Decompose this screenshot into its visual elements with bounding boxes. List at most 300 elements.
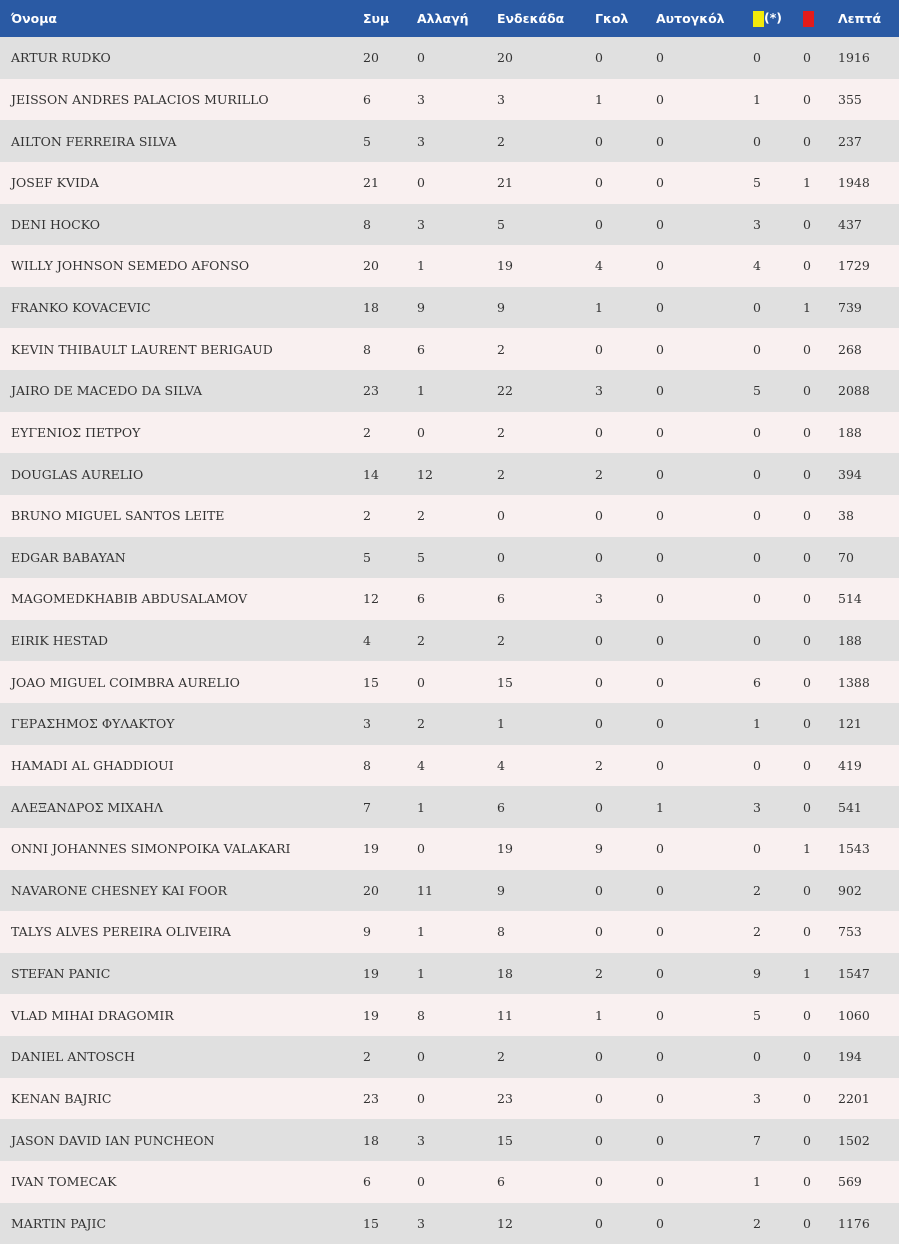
cell-player-name: JOSEF KVIDA bbox=[0, 162, 363, 204]
cell-player-name: AILTON FERREIRA SILVA bbox=[0, 120, 363, 162]
table-row bbox=[0, 620, 899, 662]
cell-player-name: BRUNO MIGUEL SANTOS LEITE bbox=[0, 495, 363, 537]
cell-appearances: 2 bbox=[363, 412, 417, 454]
yellow-card-suffix: (*) bbox=[764, 10, 782, 25]
cell-player-name: DANIEL ANTOSCH bbox=[0, 1036, 363, 1078]
cell-own-goals: 0 bbox=[656, 370, 753, 412]
table-row bbox=[0, 745, 899, 787]
cell-red-cards: 1 bbox=[803, 828, 838, 870]
cell-starting-appearances: 4 bbox=[497, 745, 595, 787]
cell-goals: 0 bbox=[595, 495, 656, 537]
cell-player-name: DOUGLAS AURELIO bbox=[0, 453, 363, 495]
cell-appearances: 6 bbox=[363, 79, 417, 121]
cell-goals: 0 bbox=[595, 204, 656, 246]
cell-player-name: WILLY JOHNSON SEMEDO AFONSO bbox=[0, 245, 363, 287]
table-row bbox=[0, 204, 899, 246]
table-row bbox=[0, 1161, 899, 1203]
cell-substitute-appearances: 1 bbox=[417, 911, 497, 953]
cell-own-goals: 1 bbox=[656, 786, 753, 828]
cell-substitute-appearances: 2 bbox=[417, 495, 497, 537]
cell-own-goals: 0 bbox=[656, 1119, 753, 1161]
cell-goals: 0 bbox=[595, 1119, 656, 1161]
cell-red-cards: 0 bbox=[803, 1078, 838, 1120]
cell-yellow-cards: 0 bbox=[753, 537, 803, 579]
column-header-red-cards[interactable] bbox=[803, 0, 838, 37]
table-row bbox=[0, 537, 899, 579]
cell-yellow-cards: 0 bbox=[753, 37, 803, 79]
cell-own-goals: 0 bbox=[656, 328, 753, 370]
cell-red-cards: 0 bbox=[803, 245, 838, 287]
cell-minutes: 394 bbox=[838, 453, 899, 495]
cell-own-goals: 0 bbox=[656, 620, 753, 662]
cell-goals: 2 bbox=[595, 453, 656, 495]
cell-minutes: 437 bbox=[838, 204, 899, 246]
cell-minutes: 1729 bbox=[838, 245, 899, 287]
table-row bbox=[0, 120, 899, 162]
cell-appearances: 19 bbox=[363, 994, 417, 1036]
cell-appearances: 20 bbox=[363, 870, 417, 912]
table-row bbox=[0, 578, 899, 620]
cell-substitute-appearances: 4 bbox=[417, 745, 497, 787]
cell-yellow-cards: 3 bbox=[753, 1078, 803, 1120]
cell-substitute-appearances: 5 bbox=[417, 537, 497, 579]
cell-minutes: 1543 bbox=[838, 828, 899, 870]
cell-goals: 0 bbox=[595, 703, 656, 745]
cell-player-name: JASON DAVID IAN PUNCHEON bbox=[0, 1119, 363, 1161]
cell-yellow-cards: 1 bbox=[753, 1161, 803, 1203]
cell-substitute-appearances: 3 bbox=[417, 1203, 497, 1244]
cell-yellow-cards: 0 bbox=[753, 1036, 803, 1078]
cell-substitute-appearances: 2 bbox=[417, 703, 497, 745]
cell-red-cards: 0 bbox=[803, 578, 838, 620]
cell-yellow-cards: 4 bbox=[753, 245, 803, 287]
cell-substitute-appearances: 3 bbox=[417, 79, 497, 121]
cell-red-cards: 0 bbox=[803, 328, 838, 370]
cell-player-name: KEVIN THIBAULT LAURENT BERIGAUD bbox=[0, 328, 363, 370]
cell-starting-appearances: 22 bbox=[497, 370, 595, 412]
cell-goals: 3 bbox=[595, 578, 656, 620]
cell-red-cards: 0 bbox=[803, 453, 838, 495]
cell-goals: 1 bbox=[595, 79, 656, 121]
cell-yellow-cards: 6 bbox=[753, 661, 803, 703]
cell-goals: 3 bbox=[595, 370, 656, 412]
cell-minutes: 188 bbox=[838, 620, 899, 662]
cell-appearances: 20 bbox=[363, 37, 417, 79]
cell-yellow-cards: 5 bbox=[753, 370, 803, 412]
column-header-yellow-cards[interactable] bbox=[753, 0, 803, 37]
table-row bbox=[0, 953, 899, 995]
cell-player-name: STEFAN PANIC bbox=[0, 953, 363, 995]
cell-goals: 0 bbox=[595, 1036, 656, 1078]
cell-own-goals: 0 bbox=[656, 537, 753, 579]
cell-starting-appearances: 15 bbox=[497, 661, 595, 703]
table-row bbox=[0, 79, 899, 121]
table-header-row bbox=[0, 0, 899, 37]
cell-appearances: 8 bbox=[363, 745, 417, 787]
cell-substitute-appearances: 1 bbox=[417, 370, 497, 412]
cell-starting-appearances: 11 bbox=[497, 994, 595, 1036]
column-header-substitute[interactable]: Αλλαγή bbox=[417, 0, 497, 37]
column-header-appearances[interactable]: Συμ bbox=[363, 0, 417, 37]
cell-yellow-cards: 5 bbox=[753, 994, 803, 1036]
cell-player-name: ΑΛΕΞΑΝΔΡΟΣ ΜΙΧΑΗΛ bbox=[0, 786, 363, 828]
cell-minutes: 355 bbox=[838, 79, 899, 121]
cell-red-cards: 0 bbox=[803, 661, 838, 703]
cell-yellow-cards: 3 bbox=[753, 786, 803, 828]
cell-own-goals: 0 bbox=[656, 911, 753, 953]
cell-substitute-appearances: 8 bbox=[417, 994, 497, 1036]
cell-player-name: MARTIN PAJIC bbox=[0, 1203, 363, 1244]
cell-own-goals: 0 bbox=[656, 1203, 753, 1244]
cell-yellow-cards: 0 bbox=[753, 620, 803, 662]
cell-player-name: HAMADI AL GHADDIOUI bbox=[0, 745, 363, 787]
cell-red-cards: 0 bbox=[803, 994, 838, 1036]
cell-substitute-appearances: 2 bbox=[417, 620, 497, 662]
cell-goals: 0 bbox=[595, 1161, 656, 1203]
table-row bbox=[0, 287, 899, 329]
cell-substitute-appearances: 0 bbox=[417, 1036, 497, 1078]
cell-substitute-appearances: 1 bbox=[417, 786, 497, 828]
cell-own-goals: 0 bbox=[656, 412, 753, 454]
cell-appearances: 23 bbox=[363, 370, 417, 412]
cell-minutes: 1916 bbox=[838, 37, 899, 79]
cell-red-cards: 0 bbox=[803, 370, 838, 412]
cell-red-cards: 0 bbox=[803, 911, 838, 953]
cell-player-name: ΕΥΓΕΝΙΟΣ ΠΕΤΡΟΥ bbox=[0, 412, 363, 454]
cell-yellow-cards: 0 bbox=[753, 120, 803, 162]
cell-own-goals: 0 bbox=[656, 661, 753, 703]
column-header-own-goals[interactable]: Αυτογκόλ bbox=[656, 0, 753, 37]
cell-appearances: 6 bbox=[363, 1161, 417, 1203]
cell-yellow-cards: 0 bbox=[753, 453, 803, 495]
cell-minutes: 70 bbox=[838, 537, 899, 579]
cell-red-cards: 0 bbox=[803, 79, 838, 121]
cell-starting-appearances: 18 bbox=[497, 953, 595, 995]
cell-minutes: 2201 bbox=[838, 1078, 899, 1120]
cell-yellow-cards: 0 bbox=[753, 412, 803, 454]
cell-appearances: 2 bbox=[363, 495, 417, 537]
cell-starting-appearances: 2 bbox=[497, 453, 595, 495]
cell-starting-appearances: 23 bbox=[497, 1078, 595, 1120]
cell-substitute-appearances: 9 bbox=[417, 287, 497, 329]
cell-player-name: VLAD MIHAI DRAGOMIR bbox=[0, 994, 363, 1036]
table-row bbox=[0, 162, 899, 204]
cell-minutes: 739 bbox=[838, 287, 899, 329]
table-row bbox=[0, 870, 899, 912]
cell-starting-appearances: 12 bbox=[497, 1203, 595, 1244]
table-row bbox=[0, 37, 899, 79]
cell-starting-appearances: 2 bbox=[497, 120, 595, 162]
table-row bbox=[0, 661, 899, 703]
cell-substitute-appearances: 0 bbox=[417, 412, 497, 454]
cell-starting-appearances: 2 bbox=[497, 412, 595, 454]
cell-minutes: 188 bbox=[838, 412, 899, 454]
table-row bbox=[0, 1203, 899, 1244]
table-row bbox=[0, 245, 899, 287]
table-row bbox=[0, 412, 899, 454]
cell-starting-appearances: 2 bbox=[497, 328, 595, 370]
cell-appearances: 23 bbox=[363, 1078, 417, 1120]
cell-goals: 1 bbox=[595, 287, 656, 329]
cell-yellow-cards: 0 bbox=[753, 328, 803, 370]
cell-own-goals: 0 bbox=[656, 745, 753, 787]
cell-appearances: 9 bbox=[363, 911, 417, 953]
cell-appearances: 3 bbox=[363, 703, 417, 745]
cell-substitute-appearances: 0 bbox=[417, 1078, 497, 1120]
cell-substitute-appearances: 1 bbox=[417, 953, 497, 995]
cell-minutes: 268 bbox=[838, 328, 899, 370]
cell-red-cards: 0 bbox=[803, 1119, 838, 1161]
cell-yellow-cards: 0 bbox=[753, 495, 803, 537]
cell-red-cards: 0 bbox=[803, 1036, 838, 1078]
cell-red-cards: 0 bbox=[803, 703, 838, 745]
cell-own-goals: 0 bbox=[656, 453, 753, 495]
column-header-minutes[interactable]: Λεπτά bbox=[838, 0, 899, 37]
cell-substitute-appearances: 3 bbox=[417, 204, 497, 246]
cell-minutes: 1547 bbox=[838, 953, 899, 995]
table-row bbox=[0, 453, 899, 495]
column-header-name[interactable]: Όνομα bbox=[0, 0, 363, 37]
table-row bbox=[0, 828, 899, 870]
table-row bbox=[0, 370, 899, 412]
cell-red-cards: 0 bbox=[803, 745, 838, 787]
cell-goals: 1 bbox=[595, 994, 656, 1036]
cell-goals: 0 bbox=[595, 911, 656, 953]
cell-goals: 2 bbox=[595, 745, 656, 787]
cell-red-cards: 0 bbox=[803, 412, 838, 454]
cell-yellow-cards: 0 bbox=[753, 828, 803, 870]
cell-own-goals: 0 bbox=[656, 1036, 753, 1078]
cell-own-goals: 0 bbox=[656, 578, 753, 620]
column-header-starts[interactable]: Ενδεκάδα bbox=[497, 0, 595, 37]
cell-starting-appearances: 6 bbox=[497, 786, 595, 828]
cell-player-name: MAGOMEDKHABIB ABDUSALAMOV bbox=[0, 578, 363, 620]
cell-minutes: 1388 bbox=[838, 661, 899, 703]
cell-starting-appearances: 2 bbox=[497, 1036, 595, 1078]
cell-yellow-cards: 9 bbox=[753, 953, 803, 995]
cell-substitute-appearances: 0 bbox=[417, 1161, 497, 1203]
cell-goals: 9 bbox=[595, 828, 656, 870]
cell-own-goals: 0 bbox=[656, 828, 753, 870]
cell-player-name: IVAN TOMECAK bbox=[0, 1161, 363, 1203]
cell-player-name: ΓΕΡΑΣΗΜΟΣ ΦΥΛΑΚΤΟΥ bbox=[0, 703, 363, 745]
cell-starting-appearances: 0 bbox=[497, 495, 595, 537]
cell-own-goals: 0 bbox=[656, 37, 753, 79]
cell-minutes: 194 bbox=[838, 1036, 899, 1078]
cell-red-cards: 0 bbox=[803, 786, 838, 828]
cell-starting-appearances: 8 bbox=[497, 911, 595, 953]
cell-player-name: JOAO MIGUEL COIMBRA AURELIO bbox=[0, 661, 363, 703]
cell-goals: 0 bbox=[595, 786, 656, 828]
cell-minutes: 1060 bbox=[838, 994, 899, 1036]
cell-appearances: 18 bbox=[363, 1119, 417, 1161]
cell-appearances: 5 bbox=[363, 120, 417, 162]
cell-yellow-cards: 2 bbox=[753, 1203, 803, 1244]
cell-yellow-cards: 3 bbox=[753, 204, 803, 246]
cell-red-cards: 0 bbox=[803, 204, 838, 246]
cell-substitute-appearances: 0 bbox=[417, 661, 497, 703]
cell-starting-appearances: 6 bbox=[497, 1161, 595, 1203]
table-row bbox=[0, 328, 899, 370]
table-row bbox=[0, 1036, 899, 1078]
cell-starting-appearances: 9 bbox=[497, 870, 595, 912]
cell-red-cards: 1 bbox=[803, 953, 838, 995]
table-row bbox=[0, 1119, 899, 1161]
cell-own-goals: 0 bbox=[656, 495, 753, 537]
cell-appearances: 15 bbox=[363, 1203, 417, 1244]
table-row bbox=[0, 994, 899, 1036]
cell-substitute-appearances: 0 bbox=[417, 162, 497, 204]
cell-goals: 0 bbox=[595, 870, 656, 912]
cell-starting-appearances: 1 bbox=[497, 703, 595, 745]
cell-goals: 0 bbox=[595, 1203, 656, 1244]
cell-own-goals: 0 bbox=[656, 703, 753, 745]
cell-goals: 0 bbox=[595, 328, 656, 370]
cell-appearances: 19 bbox=[363, 953, 417, 995]
table-row bbox=[0, 703, 899, 745]
cell-own-goals: 0 bbox=[656, 162, 753, 204]
cell-yellow-cards: 2 bbox=[753, 911, 803, 953]
cell-player-name: EDGAR BABAYAN bbox=[0, 537, 363, 579]
cell-own-goals: 0 bbox=[656, 1078, 753, 1120]
cell-starting-appearances: 19 bbox=[497, 245, 595, 287]
cell-yellow-cards: 0 bbox=[753, 745, 803, 787]
cell-player-name: JEISSON ANDRES PALACIOS MURILLO bbox=[0, 79, 363, 121]
cell-substitute-appearances: 0 bbox=[417, 37, 497, 79]
cell-minutes: 1502 bbox=[838, 1119, 899, 1161]
cell-player-name: FRANKO KOVACEVIC bbox=[0, 287, 363, 329]
cell-appearances: 18 bbox=[363, 287, 417, 329]
cell-red-cards: 0 bbox=[803, 620, 838, 662]
cell-substitute-appearances: 6 bbox=[417, 328, 497, 370]
cell-yellow-cards: 1 bbox=[753, 703, 803, 745]
cell-yellow-cards: 1 bbox=[753, 79, 803, 121]
cell-own-goals: 0 bbox=[656, 287, 753, 329]
cell-player-name: DENI HOCKO bbox=[0, 204, 363, 246]
cell-appearances: 20 bbox=[363, 245, 417, 287]
cell-own-goals: 0 bbox=[656, 953, 753, 995]
cell-substitute-appearances: 11 bbox=[417, 870, 497, 912]
cell-appearances: 8 bbox=[363, 204, 417, 246]
cell-own-goals: 0 bbox=[656, 1161, 753, 1203]
cell-own-goals: 0 bbox=[656, 870, 753, 912]
cell-appearances: 21 bbox=[363, 162, 417, 204]
cell-own-goals: 0 bbox=[656, 245, 753, 287]
cell-red-cards: 1 bbox=[803, 162, 838, 204]
table-row bbox=[0, 911, 899, 953]
cell-substitute-appearances: 6 bbox=[417, 578, 497, 620]
cell-starting-appearances: 15 bbox=[497, 1119, 595, 1161]
cell-red-cards: 0 bbox=[803, 870, 838, 912]
cell-goals: 0 bbox=[595, 620, 656, 662]
cell-own-goals: 0 bbox=[656, 204, 753, 246]
cell-appearances: 5 bbox=[363, 537, 417, 579]
cell-goals: 0 bbox=[595, 661, 656, 703]
cell-minutes: 902 bbox=[838, 870, 899, 912]
cell-starting-appearances: 5 bbox=[497, 204, 595, 246]
cell-yellow-cards: 7 bbox=[753, 1119, 803, 1161]
cell-yellow-cards: 0 bbox=[753, 578, 803, 620]
cell-goals: 0 bbox=[595, 1078, 656, 1120]
cell-starting-appearances: 2 bbox=[497, 620, 595, 662]
cell-substitute-appearances: 0 bbox=[417, 828, 497, 870]
cell-player-name: ONNI JOHANNES SIMONPOIKA VALAKARI bbox=[0, 828, 363, 870]
cell-starting-appearances: 3 bbox=[497, 79, 595, 121]
cell-player-name: JAIRO DE MACEDO DA SILVA bbox=[0, 370, 363, 412]
cell-goals: 0 bbox=[595, 537, 656, 579]
cell-starting-appearances: 9 bbox=[497, 287, 595, 329]
cell-minutes: 121 bbox=[838, 703, 899, 745]
cell-substitute-appearances: 12 bbox=[417, 453, 497, 495]
cell-goals: 0 bbox=[595, 162, 656, 204]
table-row bbox=[0, 786, 899, 828]
cell-player-name: TALYS ALVES PEREIRA OLIVEIRA bbox=[0, 911, 363, 953]
cell-starting-appearances: 0 bbox=[497, 537, 595, 579]
cell-minutes: 1948 bbox=[838, 162, 899, 204]
cell-appearances: 2 bbox=[363, 1036, 417, 1078]
cell-appearances: 12 bbox=[363, 578, 417, 620]
cell-appearances: 15 bbox=[363, 661, 417, 703]
cell-starting-appearances: 20 bbox=[497, 37, 595, 79]
cell-substitute-appearances: 3 bbox=[417, 1119, 497, 1161]
cell-minutes: 2088 bbox=[838, 370, 899, 412]
cell-red-cards: 0 bbox=[803, 1161, 838, 1203]
cell-goals: 0 bbox=[595, 412, 656, 454]
cell-red-cards: 0 bbox=[803, 1203, 838, 1244]
cell-appearances: 14 bbox=[363, 453, 417, 495]
cell-minutes: 569 bbox=[838, 1161, 899, 1203]
cell-minutes: 514 bbox=[838, 578, 899, 620]
cell-starting-appearances: 6 bbox=[497, 578, 595, 620]
cell-red-cards: 1 bbox=[803, 287, 838, 329]
cell-minutes: 237 bbox=[838, 120, 899, 162]
cell-goals: 0 bbox=[595, 120, 656, 162]
cell-player-name: NAVARONE CHESNEY KAI FOOR bbox=[0, 870, 363, 912]
cell-yellow-cards: 2 bbox=[753, 870, 803, 912]
cell-yellow-cards: 5 bbox=[753, 162, 803, 204]
cell-own-goals: 0 bbox=[656, 79, 753, 121]
cell-goals: 0 bbox=[595, 37, 656, 79]
cell-minutes: 1176 bbox=[838, 1203, 899, 1244]
yellow-card-icon bbox=[753, 11, 764, 27]
cell-player-name: ARTUR RUDKO bbox=[0, 37, 363, 79]
cell-red-cards: 0 bbox=[803, 120, 838, 162]
cell-minutes: 753 bbox=[838, 911, 899, 953]
cell-goals: 2 bbox=[595, 953, 656, 995]
cell-starting-appearances: 21 bbox=[497, 162, 595, 204]
cell-red-cards: 0 bbox=[803, 537, 838, 579]
table-row bbox=[0, 495, 899, 537]
cell-starting-appearances: 19 bbox=[497, 828, 595, 870]
cell-red-cards: 0 bbox=[803, 37, 838, 79]
table-body bbox=[0, 37, 899, 1244]
cell-red-cards: 0 bbox=[803, 495, 838, 537]
cell-own-goals: 0 bbox=[656, 120, 753, 162]
cell-appearances: 8 bbox=[363, 328, 417, 370]
cell-substitute-appearances: 1 bbox=[417, 245, 497, 287]
cell-player-name: EIRIK HESTAD bbox=[0, 620, 363, 662]
cell-own-goals: 0 bbox=[656, 994, 753, 1036]
cell-goals: 4 bbox=[595, 245, 656, 287]
cell-player-name: KENAN BAJRIC bbox=[0, 1078, 363, 1120]
cell-appearances: 19 bbox=[363, 828, 417, 870]
table-row bbox=[0, 1078, 899, 1120]
cell-appearances: 7 bbox=[363, 786, 417, 828]
column-header-goals[interactable]: Γκολ bbox=[595, 0, 656, 37]
cell-minutes: 541 bbox=[838, 786, 899, 828]
cell-substitute-appearances: 3 bbox=[417, 120, 497, 162]
cell-yellow-cards: 0 bbox=[753, 287, 803, 329]
